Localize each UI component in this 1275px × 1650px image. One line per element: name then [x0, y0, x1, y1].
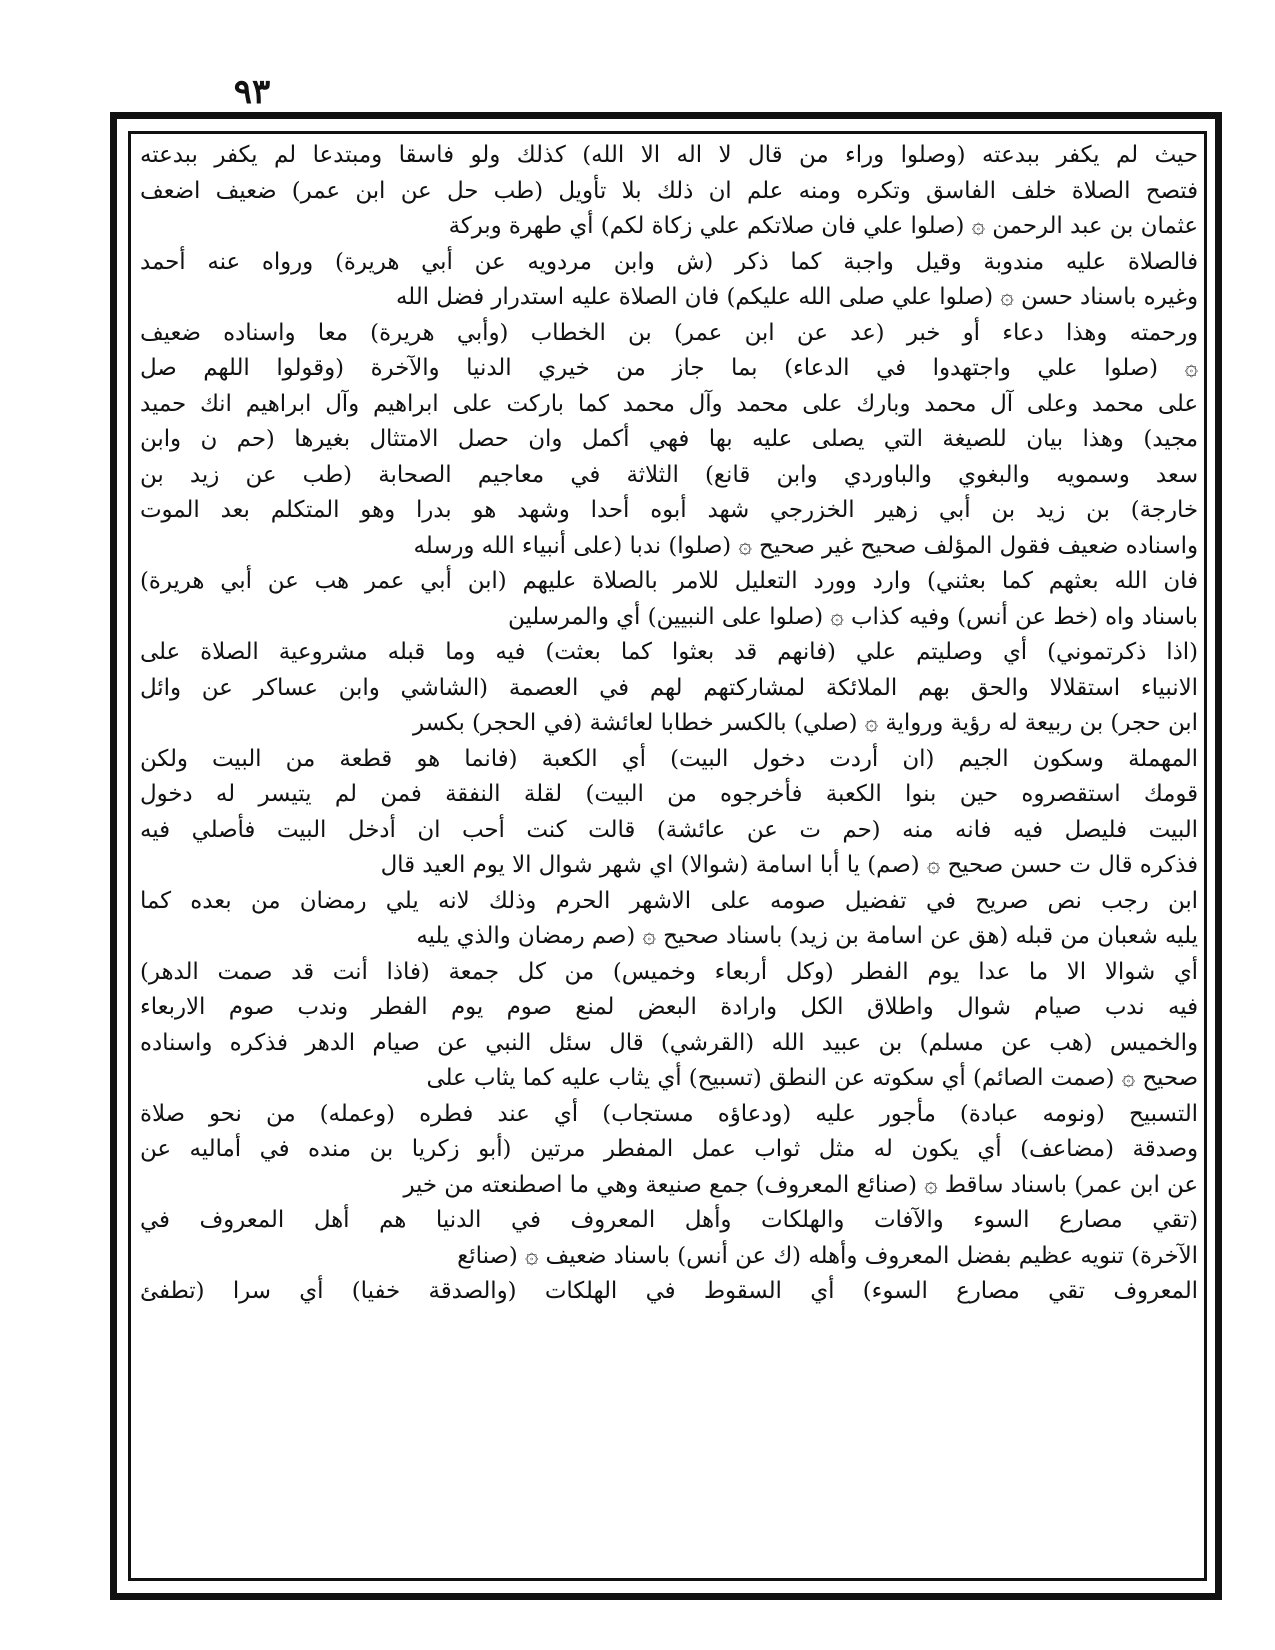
text-line: يليه شعبان من قبله (هق عن اسامة بن زيد) باسناد صحيح ۞ (صم رمضان والذي يليه	[416, 923, 1198, 949]
text-line: فان الله بعثهم كما بعثني) وارد وورد التعليل للامر بالصلاة عليهم (ابن أبي عمر هب عن أبي هريرة)	[140, 568, 1198, 594]
text-line: أي شوالا الا ما عدا يوم الفطر (وكل أربعاء وخميس) من كل جمعة (فاذا أنت قد صمت الدهر)	[140, 958, 1198, 985]
text-line: حيث لم يكفر ببدعته (وصلوا وراء من قال لا اله الا الله) كذلك ولو فاسقا ومبتدعا لم يكفر ببدعته	[140, 142, 1198, 168]
text-line: الانبياء استقلالا والحق بهم الملائكة لمشاركتهم لهم في العصمة (الشاشي وابن عساكر عن وائل	[140, 674, 1198, 701]
page-number: ٩٣	[233, 72, 271, 112]
text-line: والخميس (هب عن مسلم) بن عبيد الله (القرشي) قال سئل النبي عن صيام الدهر فذكره واسناده	[140, 1029, 1198, 1056]
text-line: ابن رجب نص صريح في تفضيل صومه على الاشهر الحرم وذلك لانه يلي رمضان من بعده كما	[140, 887, 1198, 914]
text-line: واسناده ضعيف فقول المؤلف صحيح غير صحيح ۞ (صلوا) ندبا (على أنبياء الله ورسله	[413, 532, 1198, 559]
text-block	[140, 138, 1198, 1574]
text-line: المعروف تقي مصارع السوء) أي السقوط في الهلكات (والصدقة خفيا) أي سرا (تطفئ	[140, 1278, 1198, 1304]
text-line: وصدقة (مضاعف) أي يكون له مثل ثواب عمل المفطر مرتين (أبو زكريا بن منده في أماليه عن	[140, 1136, 1198, 1162]
text-line: عن ابن عمر) باسناد ساقط ۞ (صنائع المعروف) جمع صنيعة وهي ما اصطنعته من خير	[403, 1171, 1198, 1198]
text-line: باسناد واه (خط عن أنس) وفيه كذاب ۞ (صلوا على النبيين) أي والمرسلين	[507, 603, 1198, 630]
text-line: على محمد وعلى آل محمد وبارك على محمد وآل محمد كما باركت على ابراهيم وآل ابراهيم انك حميد	[140, 390, 1198, 417]
text-line: ابن حجر) بن ربيعة له رؤية ورواية ۞ (صلي) بالكسر خطابا لعائشة (في الحجر) بكسر	[412, 710, 1198, 736]
text-line: التسبيح (ونومه عبادة) مأجور عليه (ودعاؤه مستجاب) أي عند فطره (وعمله) من نحو صلاة	[140, 1100, 1198, 1127]
text-line: مجيد) وهذا بيان للصيغة التي يصلى عليه بها فهي أكمل وان حصل الامتثال بغيرها (حم ن وابن	[140, 426, 1198, 452]
text-line: قومك استقصروه حين بنوا الكعبة فأخرجوه من البيت) لقلة النفقة فمن لم يتيسر له دخول	[140, 781, 1198, 807]
text-line: البيت فليصل فيه فانه منه (حم ت عن عائشة) قالت كنت أحب ان أدخل البيت فأصلي فيه	[140, 816, 1198, 843]
text-line: المهملة وسكون الجيم (ان أردت دخول البيت) أي الكعبة (فانما هو قطعة من البيت ولكن	[140, 745, 1198, 772]
text-line: فيه ندب صيام شوال واطلاق الكل وارادة البعض لمنع صوم يوم الفطر وندب صوم الاربعاء	[140, 994, 1198, 1020]
text-line: فذكره قال ت حسن صحيح ۞ (صم) يا أبا اسامة (شوالا) اي شهر شوال الا يوم العيد قال	[380, 852, 1198, 878]
text-line: عثمان بن عبد الرحمن ۞ (صلوا علي فان صلاتكم علي زكاة لكم) أي طهرة وبركة	[448, 213, 1198, 239]
text-line: (تقي مصارع السوء والآفات والهلكات وأهل المعروف في الدنيا هم أهل المعروف في	[140, 1207, 1198, 1233]
text-line: ورحمته وهذا دعاء أو خبر (عد عن ابن عمر) بن الخطاب (وأبي هريرة) معا واسناده ضعيف	[140, 319, 1198, 346]
text-line: فالصلاة عليه مندوبة وقيل واجبة كما ذكر (ش وابن مردويه عن أبي هريرة) ورواه عنه أحمد	[140, 248, 1198, 275]
text-line: ۞ (صلوا علي واجتهدوا في الدعاء) بما جاز من خيري الدنيا والآخرة (وقولوا اللهم صل	[140, 355, 1198, 381]
text-line: صحيح ۞ (صمت الصائم) أي سكوته عن النطق (تسبيح) أي يثاب عليه كما يثاب على	[426, 1065, 1198, 1091]
text-line: (اذا ذكرتموني) أي وصليتم علي (فانهم قد بعثوا كما بعثت) فيه وما قبله مشروعية الصلاة على	[140, 639, 1198, 665]
text-line: سعد وسمويه والبغوي والباوردي وابن قانع) الثلاثة في معاجيم الصحابة (طب عن زيد بن	[140, 461, 1198, 488]
text-line: وغيره باسناد حسن ۞ (صلوا علي صلى الله عليكم) فان الصلاة عليه استدرار فضل الله	[395, 284, 1198, 310]
text-line: الآخرة) تنويه عظيم بفضل المعروف وأهله (ك عن أنس) باسناد ضعيف ۞ (صنائع	[457, 1242, 1198, 1269]
text-line: فتصح الصلاة خلف الفاسق وتكره ومنه علم ان ذلك بلا تأويل (طب حل عن ابن عمر) ضعيف اضعف	[140, 177, 1198, 204]
text-line: خارجة) بن زيد بن أبي زهير الخزرجي شهد أبوه أحدا وشهد هو بدرا وهو المتكلم بعد الموت	[140, 497, 1198, 523]
